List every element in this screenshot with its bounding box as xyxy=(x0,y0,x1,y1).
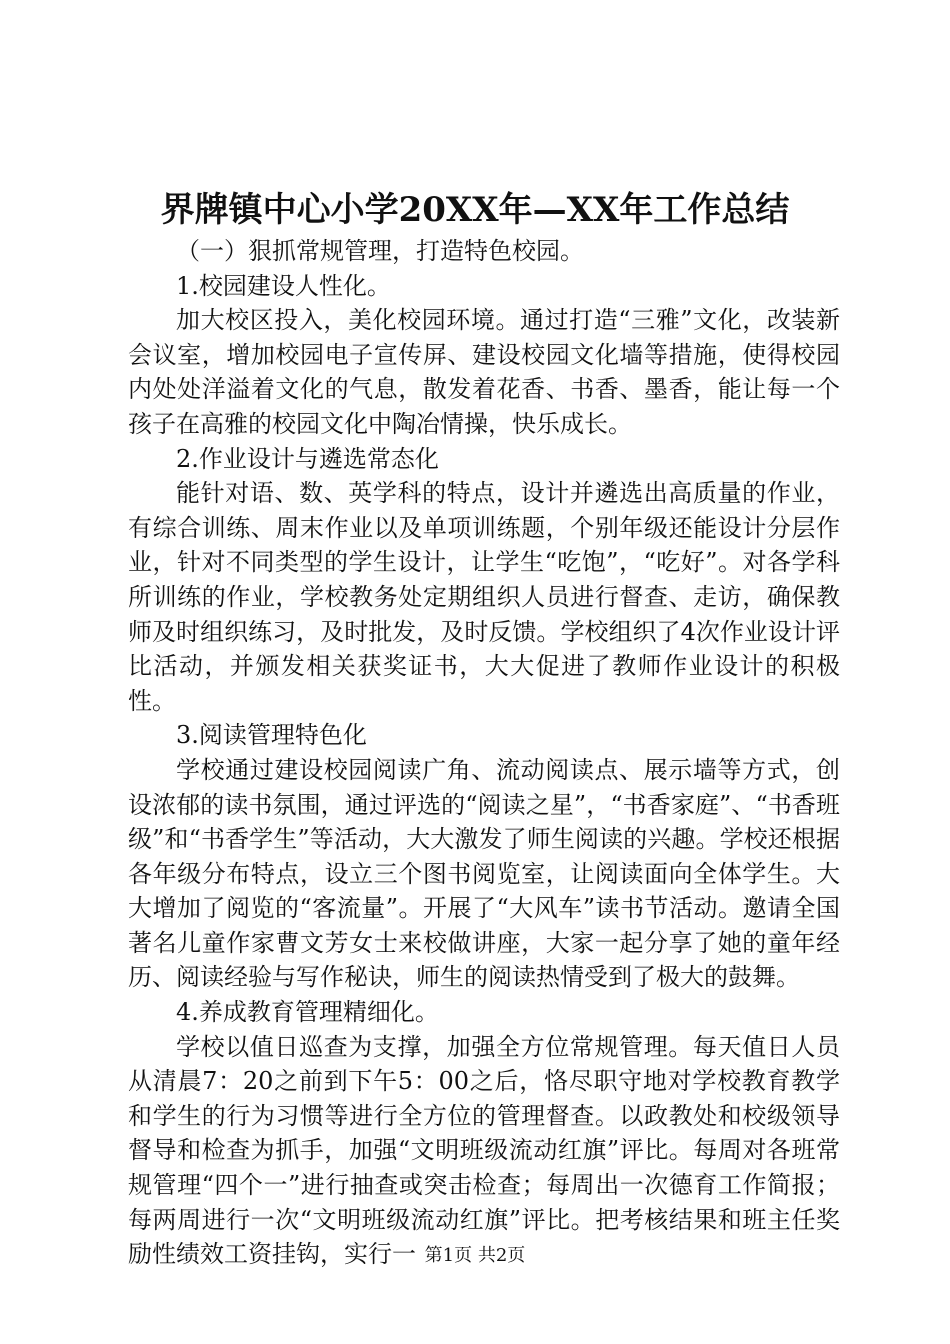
document-title: 界牌镇中心小学20XX年—XX年工作总结 xyxy=(160,190,790,230)
page-footer: 第1页 共2页 xyxy=(424,1245,526,1266)
section-heading: （一）狠抓常规管理，打造特色校园。 xyxy=(176,237,584,265)
item-paragraph: 加大校区投入，美化校园环境。通过打造“三雅”文化，改装新会议室，增加校园电子宣传屏、建设校园文化墙等措施，使得校园内处处洋溢着文化的气息，散发着花香、书香、墨香，能让每一个孩子在高雅的校园文化中陶冶情操，快乐成长。 xyxy=(128,306,840,438)
document-body xyxy=(128,234,840,1272)
item-heading: 3.阅读管理特色化 xyxy=(176,721,367,750)
item-heading: 2.作业设计与遴选常态化 xyxy=(176,444,439,473)
item-paragraph: 学校通过建设校园阅读广角、流动阅读点、展示墙等方式，创设浓郁的读书氛围，通过评选的“阅读之星”，“书香家庭”、“书香班级”和“书香学生”等活动，大大激发了师生阅读的兴趣。学校还根据各年级分布特点，设立三个图书阅览室，让阅读面向全体学生。大大增加了阅览的“客流量”。开展了“大风车”读书节活动。邀请全国著名儿童作家曹文芳女士来校做讲座，大家一起分享了她的童年经历、阅读经验与写作秘诀，师生的阅读热情受到了极大的鼓舞。 xyxy=(128,755,840,992)
item-paragraph: 学校以值日巡查为支撑，加强全方位常规管理。每天值日人员从清晨7：20之前到下午5：00之后，恪尽职守地对学校教育教学和学生的行为习惯等进行全方位的管理督查。以政教处和校级领导督导和检查为抓手，加强“文明班级流动红旗”评比。每周对各班常规管理“四个一”进行抽查或突击检查；每周出一次德育工作简报；每两周进行一次“文明班级流动红旗”评比。把考核结果和班主任奖励性绩效工资挂钩，实行一 xyxy=(128,1032,840,1269)
item-heading: 4.养成教育管理精细化。 xyxy=(176,998,439,1027)
item-heading: 1.校园建设人性化。 xyxy=(176,271,391,300)
item-paragraph: 能针对语、数、英学科的特点，设计并遴选出高质量的作业，有综合训练、周末作业以及单项训练题，个别年级还能设计分层作业，针对不同类型的学生设计，让学生“吃饱”，“吃好”。对各学科所训练的作业，学校教务处定期组织人员进行督查、走访，确保教师及时组织练习，及时批发，及时反馈。学校组织了4次作业设计评比活动，并颁发相关获奖证书，大大促进了教师作业设计的积极性。 xyxy=(128,479,840,715)
